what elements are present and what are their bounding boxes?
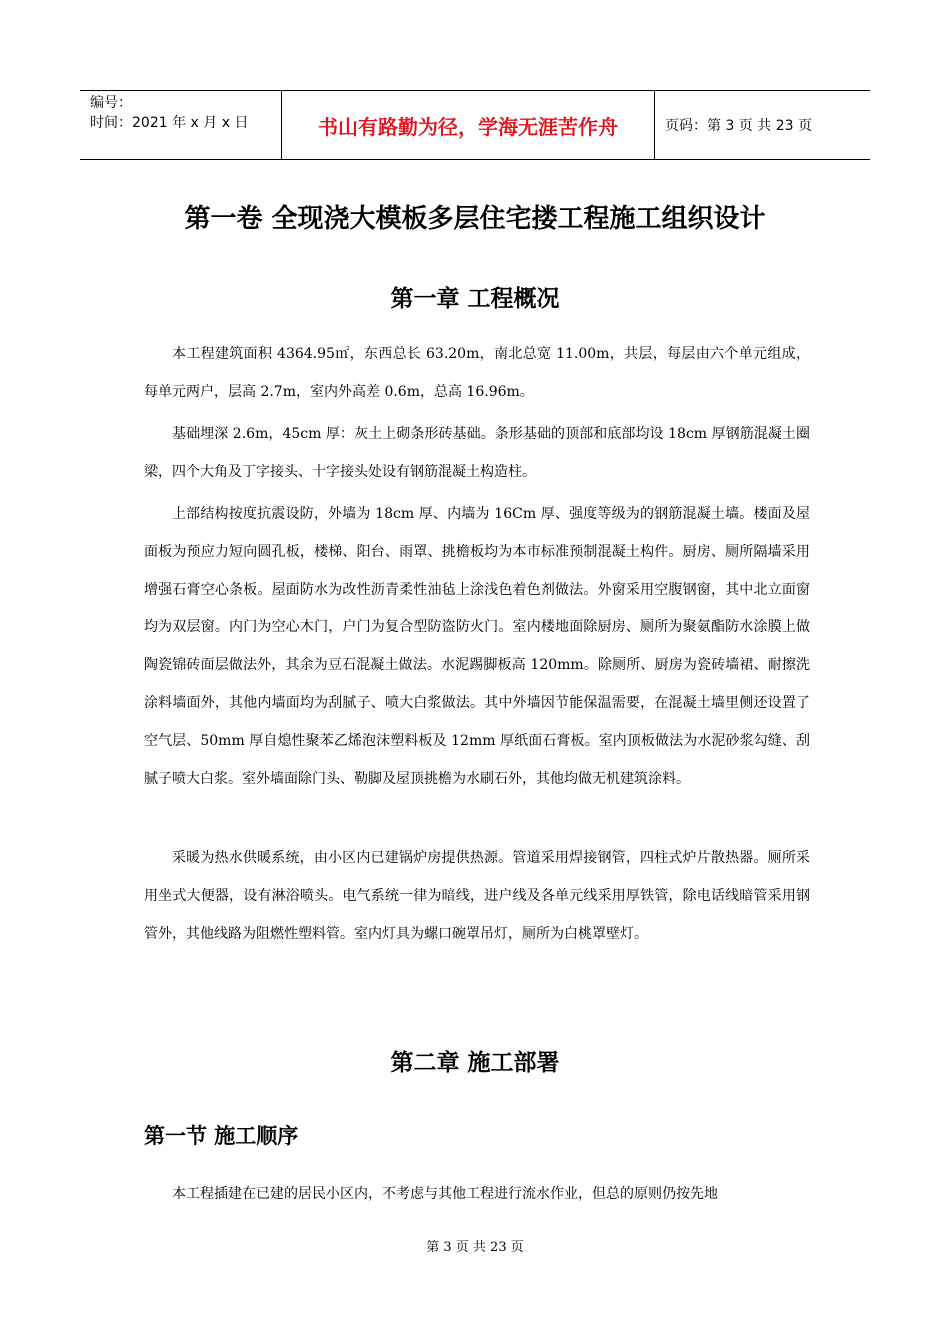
header-meta [80,91,281,159]
chapter2-title: 第二章 施工部署 [390,1050,560,1076]
page-footer: 第 3 页 共 23 页 [426,1240,524,1255]
document-date: 时间：2021 年 x 月 x 日 [90,115,249,131]
section1-paragraph: 本工程插建在已建的居民小区内，不考虑与其他工程进行流水作业，但总的原则仍按先地 [172,1186,718,1202]
chapter1-title: 第一章 工程概况 [390,286,560,312]
header-motto: 书山有路勤为径，学海无涯苦作舟 [281,91,655,159]
chapter1-paragraph-4: 采暖为热水供暖系统，由小区内已建锅炉房提供热源。管道采用焊接钢管，四柱式炉片散热器。厕所采用坐式大便器，设有淋浴喷头。电气系统一律为暗线，进户线及各单元线采用厚铁管，除电话线暗管采用钢管外，其他线路为阻燃性塑料管。室内灯具为螺口碗罩吊灯，厕所为白桃罩壁灯。 [144,850,810,942]
page-header [80,90,870,160]
document-number-label: 编号： [90,95,132,111]
header-page-info: 页码：第 3 页 共 23 页 [665,118,812,134]
section1-title: 第一节 施工顺序 [144,1124,299,1148]
chapter1-paragraph-2: 基础埋深 2.6m，45cm 厚：灰土上砌条形砖基础。条形基础的顶部和底部均设 18cm 厚钢筋混凝土圈梁，四个大角及丁字接头、十字接头处设有钢筋混凝土构造柱。 [144,426,810,480]
volume-title: 第一卷 全现浇大模板多层住宅搂工程施工组织设计 [184,204,766,234]
chapter1-paragraph-1: 本工程建筑面积 4364.95㎡，东西总长 63.20m，南北总宽 11.00m，共层，每层由六个单元组成，每单元两户，层高 2.7m，室内外高差 0.6m，总高 16.96m。 [144,346,810,400]
chapter1-paragraph-3: 上部结构按度抗震设防，外墙为 18cm 厚、内墙为 16Cm 厚、强度等级为的钢筋混凝土墙。楼面及屋面板为预应力短向圆孔板，楼梯、阳台、雨罩、挑檐板均为本市标准预制混凝土构件。厨房、厕所隔墙采用增强石膏空心条板。屋面防水为改性沥青柔性油毡上涂浅色着色剂做法。外窗采用空腹钢窗，其中北立面窗均为双层窗。内门为空心木门，户门为复合型防盗防火门。室内楼地面除厨房、厕所为聚氨酯防水涂膜上做陶瓷锦砖面层做法外，其余为豆石混凝土做法。水泥踢脚板高 120mm。除厕所、厨房为瓷砖墙裙、耐擦洗涂料墙面外，其他内墙面均为刮腻子、喷大白浆做法。其中外墙因节能保温需要，在混凝土墙里侧还设置了空气层、50mm 厚自熄性聚苯乙烯泡沫塑料板及 12mm 厚纸面石膏板。室内顶板做法为水泥砂浆勾缝、刮腻子喷大白浆。室外墙面除门头、勒脚及屋顶挑檐为水刷石外，其他均做无机建筑涂料。 [144,506,810,787]
